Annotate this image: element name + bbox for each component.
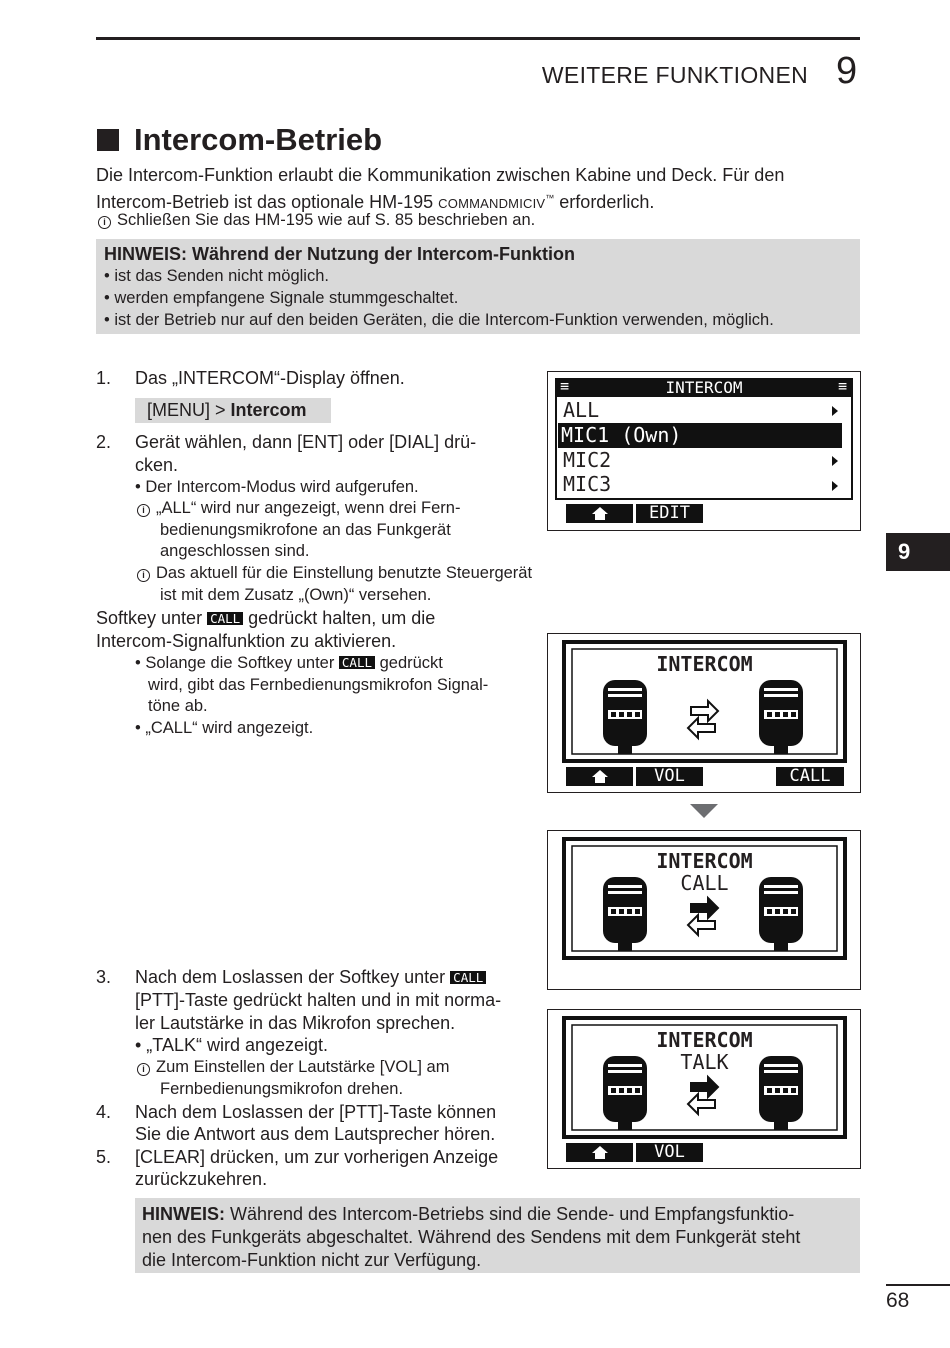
step-2-line-1: Gerät wählen, dann [ENT] oder [DIAL] drü- <box>135 432 477 452</box>
step-5-line-2: zurückzukehren. <box>135 1169 268 1189</box>
lcd-status: TALK <box>680 1050 729 1074</box>
intercom-screen <box>547 633 861 793</box>
home-softkey[interactable] <box>566 767 633 786</box>
intro-line-2: Intercom-Betrieb ist das optionale HM-195 COMMANDMICIV™ erforderlich. <box>96 192 655 212</box>
triangle-down-icon <box>690 804 718 818</box>
step-3-info: i Zum Einstellen der Lautstärke [VOL] am <box>137 1057 449 1079</box>
note-bullet: • ist das Senden nicht möglich. <box>104 267 329 285</box>
softkey-bullet-1: • Solange die Softkey unter CALL gedrückt <box>135 654 443 672</box>
microphone-icon <box>759 680 803 754</box>
step-3-line-3: ler Lautstärke in das Mikrofon sprechen. <box>135 1013 456 1033</box>
step-number: 2. <box>96 432 112 452</box>
step-2-info-1: i „ALL“ wird nur angezeigt, wenn drei Fern- <box>137 498 460 520</box>
note-2-line-1: HINWEIS: Während des Intercom-Betriebs sind die Sende- und Empfangsfunktio- <box>142 1204 795 1224</box>
info-icon: i <box>137 569 150 582</box>
softkey-bullet-1-line-3: töne ab. <box>148 697 208 715</box>
chevron-right-icon <box>832 406 838 416</box>
edit-softkey[interactable]: EDIT <box>636 504 703 523</box>
chevron-right-icon <box>832 456 838 466</box>
chapter-tab: 9 <box>886 533 950 571</box>
home-softkey[interactable] <box>566 1143 633 1162</box>
section-square-icon <box>97 129 119 151</box>
step-3-bullet: • „TALK“ wird angezeigt. <box>135 1035 329 1055</box>
intercom-list-screen <box>547 371 861 531</box>
note-2-line-3: die Intercom-Funktion nicht zur Verfügung. <box>142 1250 482 1270</box>
list-item-selected: MIC1 (Own) <box>561 423 682 447</box>
intercom-call-screen <box>547 830 861 990</box>
vol-softkey[interactable]: VOL <box>636 1143 703 1162</box>
step-2-info-2-line-2: ist mit dem Zusatz „(Own)“ versehen. <box>160 586 432 604</box>
step-number: 5. <box>96 1147 112 1167</box>
call-softkey[interactable]: CALL <box>776 767 844 786</box>
call-key-icon: CALL <box>450 971 486 984</box>
home-icon <box>591 506 609 521</box>
menu-icon: ≡ <box>560 377 570 395</box>
intro-info: i Schließen Sie das HM-195 wie auf S. 85 beschrieben an. <box>98 210 535 232</box>
menu-path: [MENU] > Intercom <box>135 398 331 423</box>
call-key-icon: CALL <box>207 612 243 625</box>
step-2-bullet: • Der Intercom-Modus wird aufgerufen. <box>135 478 419 496</box>
step-2-info-2: i Das aktuell für die Einstellung benutzte Steuergerät <box>137 563 532 585</box>
call-key-icon: CALL <box>339 656 375 669</box>
arrows-icon <box>688 1077 718 1114</box>
lcd-status: CALL <box>680 871 729 895</box>
step-number: 4. <box>96 1102 112 1122</box>
softkey-line-1: Softkey unter CALL gedrückt halten, um die <box>96 608 436 628</box>
step-4-line-2: Sie die Antwort aus dem Lautsprecher hören. <box>135 1124 496 1144</box>
info-icon: i <box>137 1063 150 1076</box>
section-title: Intercom-Betrieb <box>134 122 383 157</box>
step-number: 1. <box>96 368 112 388</box>
step-2-line-2: cken. <box>135 455 179 475</box>
note-bullet: • ist der Betrieb nur auf den beiden Geräten, die die Intercom-Funktion verwenden, möglich. <box>104 311 774 329</box>
vol-softkey[interactable]: VOL <box>636 767 703 786</box>
lcd-title: INTERCOM <box>656 849 753 873</box>
softkey-bullet-1-line-2: wird, gibt das Fernbedienungsmikrofon Signal- <box>148 676 489 694</box>
note-title: HINWEIS: Während der Nutzung der Intercom-Funktion <box>104 244 575 264</box>
header-rule <box>96 37 860 40</box>
info-icon: i <box>98 216 111 229</box>
step-number: 3. <box>96 967 112 987</box>
intro-line-1: Die Intercom-Funktion erlaubt die Kommunikation zwischen Kabine und Deck. Für den <box>96 165 785 185</box>
home-softkey[interactable] <box>566 504 633 523</box>
step-4-line-1: Nach dem Loslassen der [PTT]-Taste können <box>135 1102 497 1122</box>
step-5-line-1: [CLEAR] drücken, um zur vorherigen Anzeige <box>135 1147 499 1167</box>
step-3-info-line-2: Fernbedienungsmikrofon drehen. <box>160 1080 404 1098</box>
list-item: MIC3 <box>563 472 612 496</box>
page-number: 68 <box>886 1289 910 1312</box>
chapter-number: 9 <box>836 50 858 92</box>
chevron-right-icon <box>832 481 838 491</box>
lcd-title: INTERCOM <box>656 1028 753 1052</box>
list-item: ALL <box>563 398 600 422</box>
home-icon <box>591 1145 609 1160</box>
intercom-talk-screen <box>547 1009 861 1169</box>
softkey-bullet-2: • „CALL“ wird angezeigt. <box>135 719 314 737</box>
lcd-title: INTERCOM <box>656 652 753 676</box>
step-1-text: Das „INTERCOM“-Display öffnen. <box>135 368 405 388</box>
step-2-info-1-line-2: bedienungsmikrofone an das Funkgerät <box>160 521 451 539</box>
note-2-line-2: nen des Funkgeräts abgeschaltet. Während des Sendens mit dem Funkgerät steht <box>142 1227 801 1247</box>
step-3-line-1: Nach dem Loslassen der Softkey unter CALL <box>135 966 486 989</box>
chapter-title: WEITERE FUNKTIONEN <box>541 62 808 88</box>
arrows-icon <box>688 898 718 935</box>
step-2-info-1-line-3: angeschlossen sind. <box>160 542 310 560</box>
info-icon: i <box>137 504 150 517</box>
softkey-line-2: Intercom-Signalfunktion zu aktivieren. <box>96 631 397 651</box>
microphone-icon <box>603 680 647 754</box>
home-icon <box>591 769 609 784</box>
arrows-icon <box>688 701 718 738</box>
lcd-title: INTERCOM <box>665 378 743 397</box>
step-3-line-2: [PTT]-Taste gedrückt halten und in mit norma- <box>135 990 502 1010</box>
list-item: MIC2 <box>563 448 612 472</box>
page-number-rule <box>886 1284 950 1286</box>
menu-icon: ≡ <box>838 377 848 395</box>
note-bullet: • werden empfangene Signale stummgeschaltet. <box>104 289 459 307</box>
